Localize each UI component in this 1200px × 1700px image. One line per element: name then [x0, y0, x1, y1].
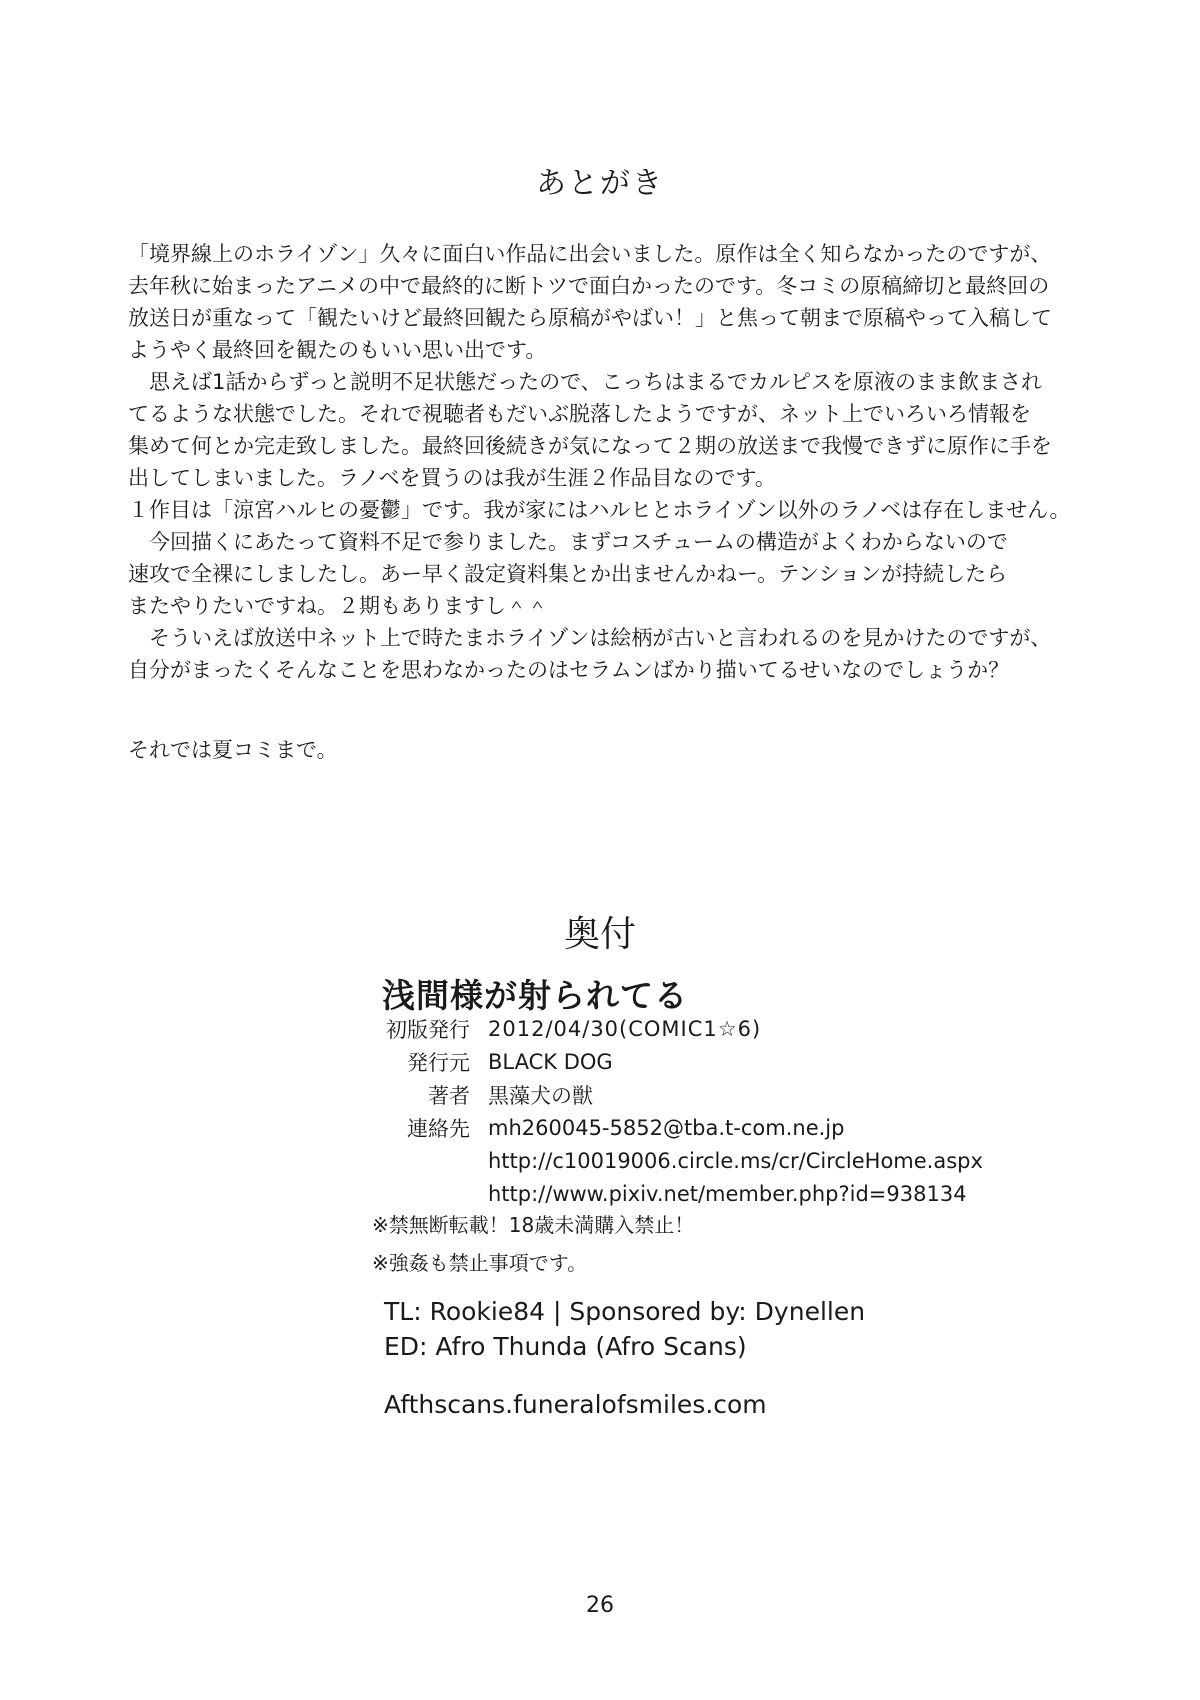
- afterword-line: 放送日が重なって「観たいけど最終回観たら原稿がやばい！」と焦って朝まで原稿やって入稿して: [128, 306, 1052, 330]
- colophon-notes: [372, 1206, 694, 1282]
- colophon-details: [360, 1012, 983, 1210]
- afterword-line: 去年秋に始まったアニメの中で最終的に断トツで面白かったのです。冬コミの原稿締切と最終回の: [128, 274, 1050, 298]
- translator-credit: TL: Rookie84 | Sponsored by: Dynellen: [384, 1297, 866, 1326]
- first-edition-label: 初版発行: [386, 1017, 470, 1042]
- afterword-line: １作目は「涼宮ハルヒの憂鬱」です。我が家にはハルヒとホライゾン以外のラノベは存在しません。: [128, 498, 1071, 522]
- contact-row: [360, 1111, 983, 1144]
- afterword-closing: それでは夏コミまで。: [128, 738, 338, 762]
- afterword-line: てるような状態でした。それで視聴者もだいぶ脱落したようですが、ネット上でいろいろ情報を: [128, 402, 1031, 426]
- contact-email: mh260045-5852@tba.t-com.ne.jp: [488, 1115, 845, 1140]
- first-edition-row: [360, 1012, 983, 1045]
- afterword-line: 速攻で全裸にしましたし。あー早く設定資料集とか出ませんかねー。テンションが持続したら: [128, 562, 1008, 586]
- first-edition-value: 2012/04/30(COMIC1☆6): [488, 1016, 762, 1041]
- scanlation-credits: [384, 1294, 865, 1364]
- scanlation-site: Afthscans.funeralofsmiles.com: [384, 1390, 767, 1419]
- afterword-line: 今回描くにあたって資料不足で参りました。まずコスチュームの構造がよくわからないので: [128, 530, 1008, 554]
- afterword-line: 出してしまいました。ラノベを買うのは我が生涯２作品目なのです。: [128, 466, 776, 490]
- afterword-line: 思えば1話からずっと説明不足状態だったので、こっちはまるでカルピスを原液のまま飲まされ: [128, 370, 1043, 394]
- afterword-line: 集めて何とか完走致しました。最終回後続きが気になって２期の放送まで我慢できずに原作に手を: [128, 434, 1052, 458]
- circle-url: http://c10019006.circle.ms/cr/CircleHome.aspx: [488, 1148, 983, 1173]
- publisher-row: [360, 1045, 983, 1078]
- afterword-title: あとがき: [536, 166, 664, 201]
- afterword-line: ようやく最終回を観たのもいい思い出です。: [128, 338, 547, 362]
- editor-credit: ED: Afro Thunda (Afro Scans): [384, 1332, 747, 1361]
- author-row: [360, 1078, 983, 1111]
- prohibition-note: ※強姦も禁止事項です。: [372, 1251, 588, 1275]
- author-value: 黒藻犬の獣: [488, 1083, 593, 1108]
- pixiv-url: http://www.pixiv.net/member.php?id=938134: [488, 1181, 967, 1206]
- afterword-line: 「境界線上のホライゾン」久々に面白い作品に出会いました。原作は全く知らなかったのですが、: [128, 242, 1052, 266]
- publisher-label: 発行元: [407, 1050, 470, 1075]
- colophon-title: 奥付: [563, 914, 636, 955]
- afterword-line: またやりたいですね。２期もありますし＾＾: [128, 594, 548, 618]
- reprint-note: ※禁無断転載！18歳未満購入禁止！: [372, 1213, 695, 1237]
- book-title: 浅間様が射られてる: [382, 976, 688, 1015]
- author-label: 著者: [428, 1083, 470, 1108]
- afterword-line: 自分がまったくそんなことを思わなかったのはセラムンばかり描いてるせいなのでしょうか？: [128, 658, 1010, 682]
- publisher-value: BLACK DOG: [488, 1049, 613, 1074]
- contact-url-row: [360, 1144, 983, 1177]
- afterword-line: そういえば放送中ネット上で時たまホライゾンは絵柄が古いと言われるのを見かけたのですが、: [128, 626, 1052, 650]
- contact-label: 連絡先: [407, 1116, 470, 1141]
- page-number: 26: [586, 1593, 614, 1618]
- afterword-body: [128, 238, 1088, 686]
